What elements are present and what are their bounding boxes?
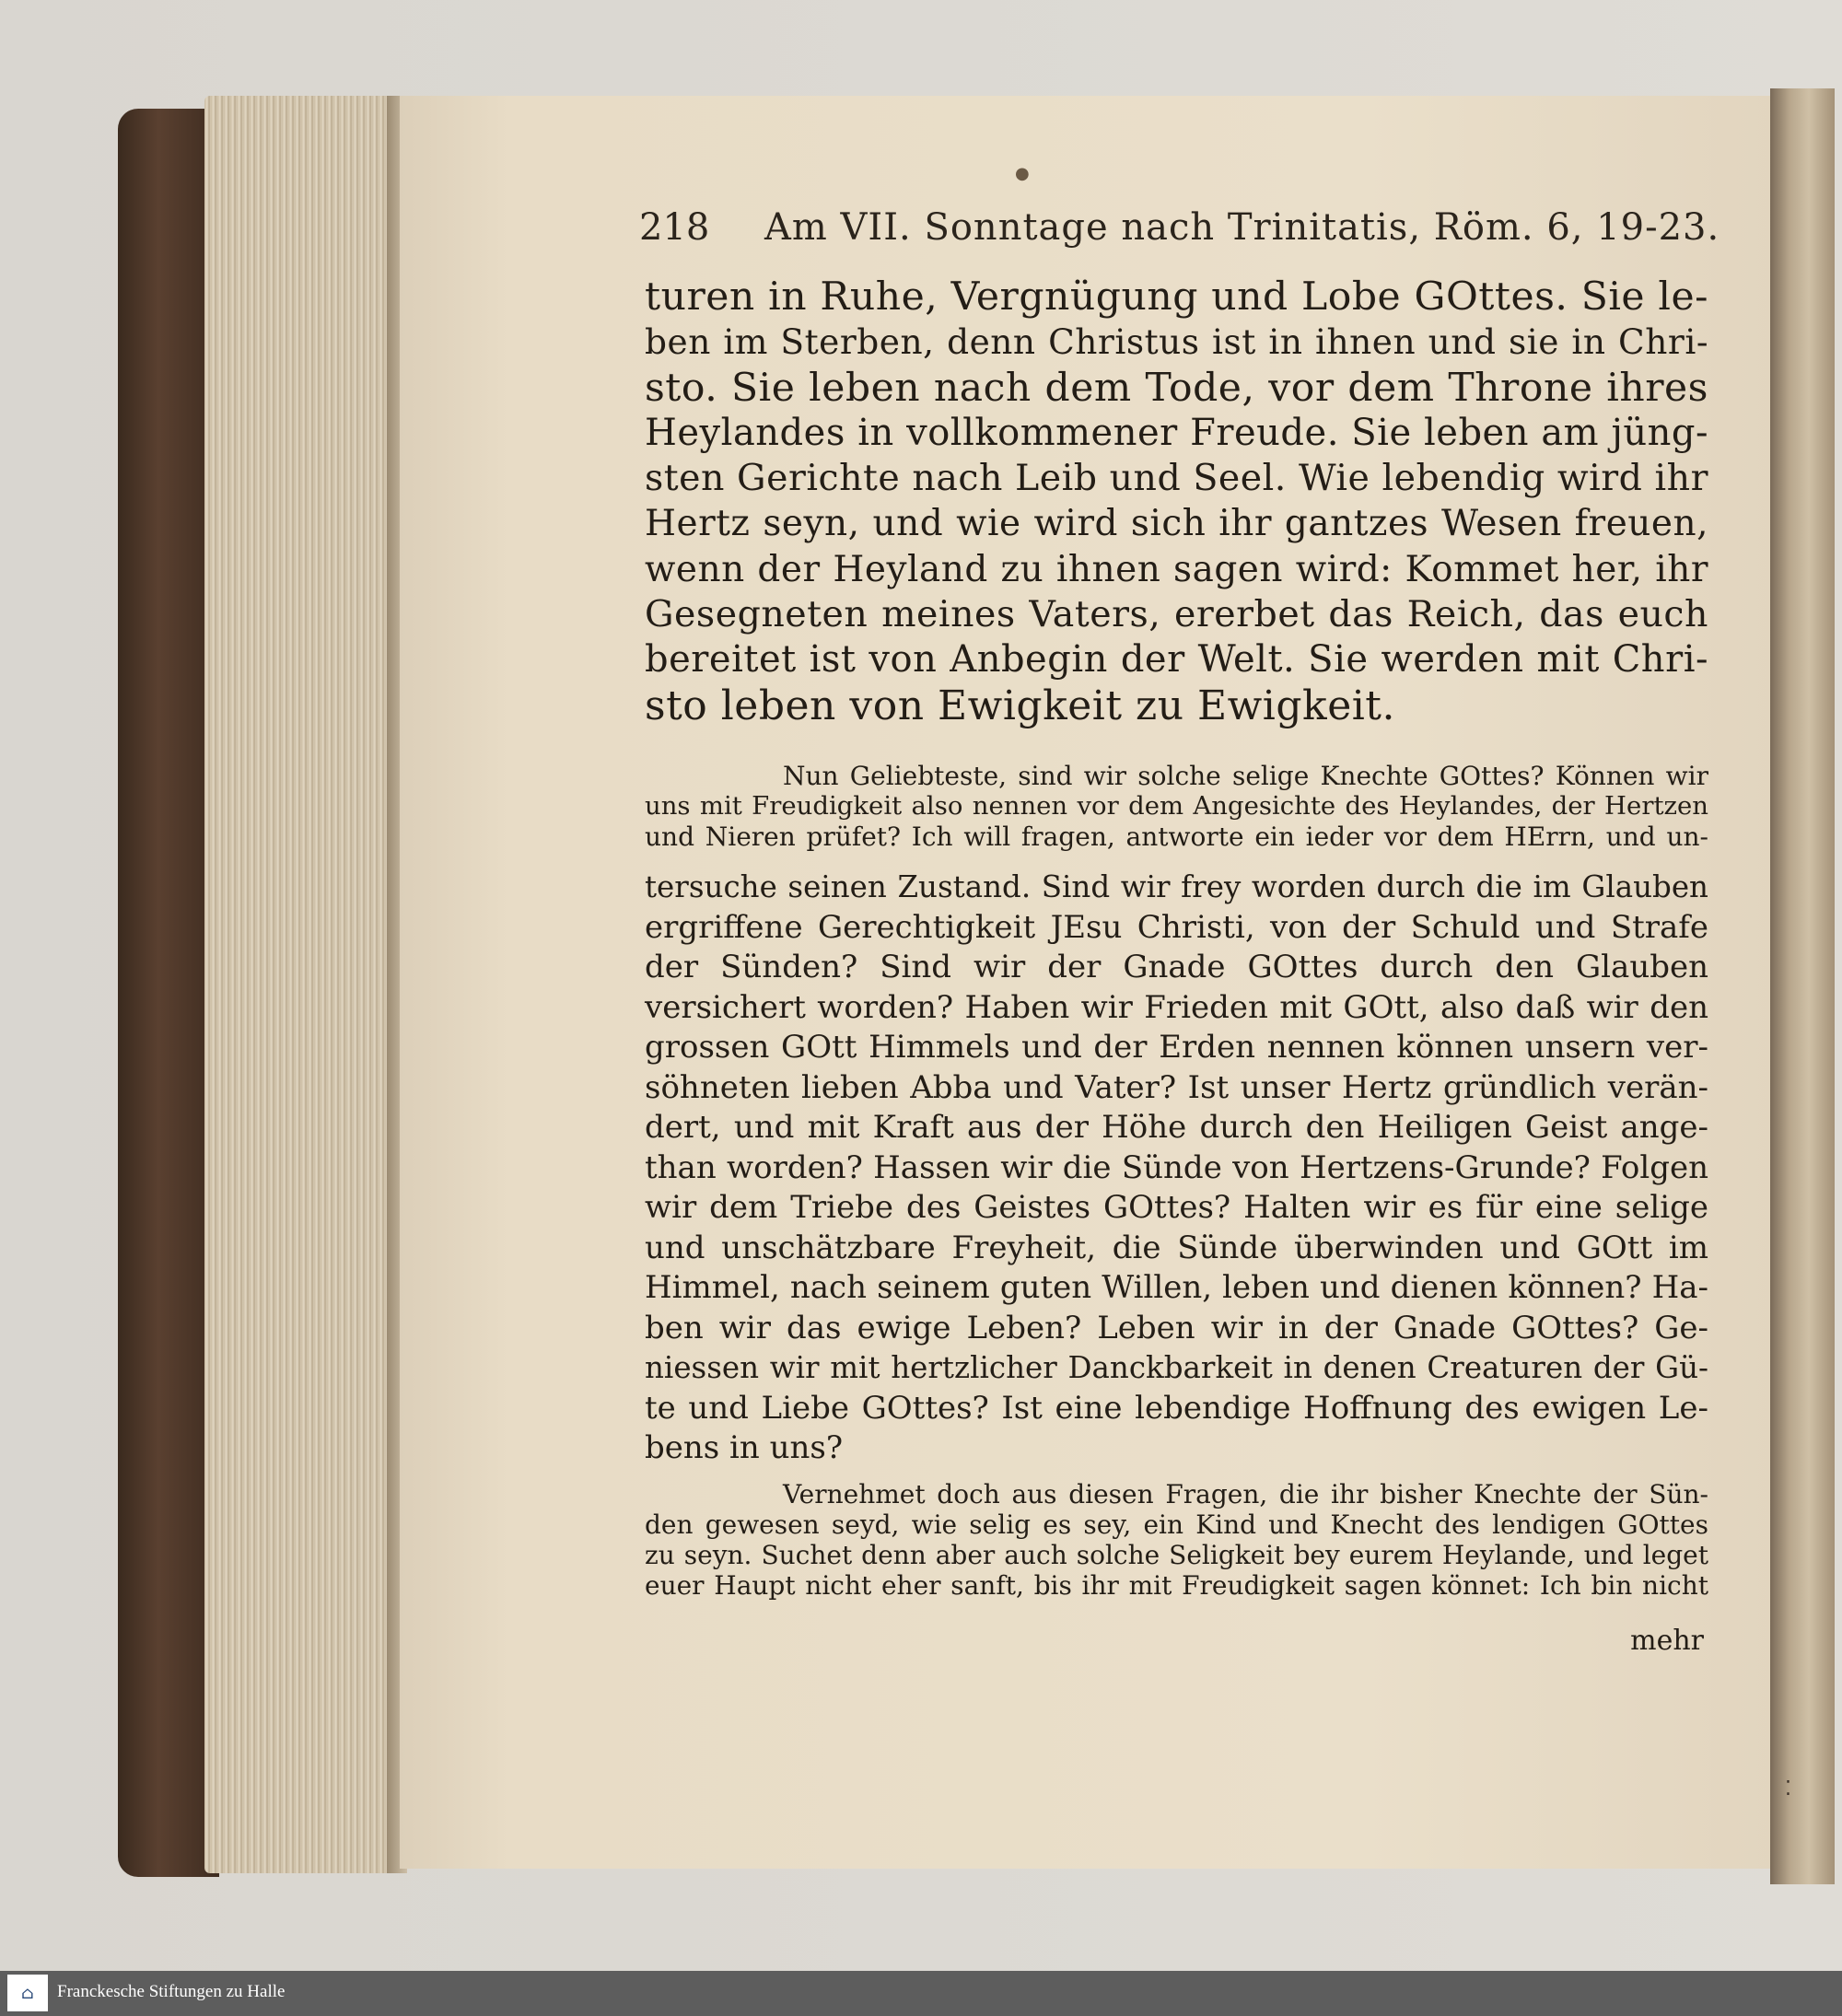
text-line: sto. Sie leben nach dem Tode, vor dem Throne ihres: [645, 365, 1708, 411]
running-title: Am VII. Sonntage nach Trinitatis, Röm. 6, 19-23.: [764, 206, 1720, 249]
paragraph-2-small: [645, 761, 1708, 852]
logo-icon: ⌂: [21, 1983, 34, 2003]
text-line: grossen GOtt Himmels und der Erden nennen können unsern ver-: [645, 1029, 1708, 1066]
text-line: turen in Ruhe, Vergnügung und Lobe GOttes. Sie le-: [645, 274, 1708, 320]
text-line: dert, und mit Kraft aus der Höhe durch den Heiligen Geist ange-: [645, 1109, 1708, 1146]
text-line: Heylandes in vollkommener Freude. Sie leben am jüng-: [645, 411, 1708, 454]
catchword: mehr: [1630, 1625, 1704, 1657]
paragraph-3: [645, 1479, 1708, 1601]
text-line: der Sünden? Sind wir der Gnade GOttes durch den Glauben: [645, 949, 1708, 985]
text-line: than worden? Hassen wir die Sünde von Hertzens-Grunde? Folgen: [645, 1148, 1708, 1186]
text-line: versichert worden? Haben wir Frieden mit GOtt, also daß wir den: [645, 988, 1708, 1026]
paragraph-2-medium: [645, 868, 1708, 1469]
text-line: Nun Geliebteste, sind wir solche selige Knechte GOttes? Können wir: [783, 761, 1708, 791]
text-line: sten Gerichte nach Leib und Seel. Wie lebendig wird ihr: [645, 457, 1708, 500]
text-line: sto leben von Ewigkeit zu Ewigkeit.: [645, 682, 1395, 729]
text-line: te und Liebe GOttes? Ist eine lebendige Hoffnung des ewigen Le-: [645, 1389, 1708, 1427]
footer-bar: [0, 1971, 1842, 2016]
paragraph-1: [645, 274, 1708, 728]
text-line: ergriffene Gerechtigkeit JEsu Christi, von der Schuld und Strafe: [645, 908, 1708, 946]
text-line: zu seyn. Suchet denn aber auch solche Seligkeit bey eurem Heylande, und leget: [645, 1540, 1708, 1570]
page-number: 218: [639, 206, 710, 249]
text-line: bereitet ist von Anbegin der Welt. Sie werden mit Chri-: [645, 638, 1708, 682]
page-edges: [204, 96, 402, 1873]
text-line: Gesegneten meines Vaters, ererbet das Reich, das euch: [645, 593, 1708, 636]
text-line: ben im Sterben, denn Christus ist in ihnen und sie in Chri-: [645, 321, 1708, 363]
text-line: den gewesen seyd, wie selig es sey, ein Kind und Knecht des lendigen GOttes: [645, 1509, 1708, 1540]
text-line: und unschätzbare Freyheit, die Sünde überwinden und GOtt im: [645, 1229, 1708, 1266]
text-line: euer Haupt nicht eher sanft, bis ihr mit Freudigkeit sagen könnet: Ich bin nicht: [645, 1570, 1708, 1601]
text-line: Himmel, nach seinem guten Willen, leben und dienen können? Ha-: [645, 1269, 1708, 1306]
text-line: wir dem Triebe des Geistes GOttes? Halten wir es für eine selige: [645, 1189, 1708, 1226]
text-line: tersuche seinen Zustand. Sind wir frey worden durch die im Glauben: [645, 869, 1708, 904]
text-line: Hertz seyn, und wie wird sich ihr gantzes Wesen freuen,: [645, 503, 1708, 545]
text-line: söhneten lieben Abba und Vater? Ist unser Hertz gründlich verän-: [645, 1068, 1708, 1106]
page-header: [0, 206, 1842, 265]
footer-institution: Franckesche Stiftungen zu Halle: [57, 1982, 286, 2001]
book-gutter: [1770, 88, 1835, 1884]
paper-blemish: ●: [1015, 164, 1030, 183]
text-line: bens in uns?: [645, 1429, 844, 1466]
text-line: ben wir das ewige Leben? Leben wir in der Gnade GOttes? Ge-: [645, 1309, 1708, 1346]
gutter-marks: ⁚: [1785, 1777, 1791, 1800]
text-line: niessen wir mit hertzlicher Danckbarkeit in denen Creaturen der Gü-: [645, 1350, 1708, 1385]
text-line: wenn der Heyland zu ihnen sagen wird: Kommet her, ihr: [645, 548, 1708, 590]
text-line: Vernehmet doch aus diesen Fragen, die ihr bisher Knechte der Sün-: [783, 1479, 1708, 1509]
text-line: und Nieren prüfet? Ich will fragen, antworte ein ieder vor dem HErrn, und un-: [645, 822, 1708, 852]
text-line: uns mit Freudigkeit also nennen vor dem Angesichte des Heylandes, der Hertzen: [645, 791, 1708, 821]
institution-logo[interactable]: [7, 1975, 48, 2011]
